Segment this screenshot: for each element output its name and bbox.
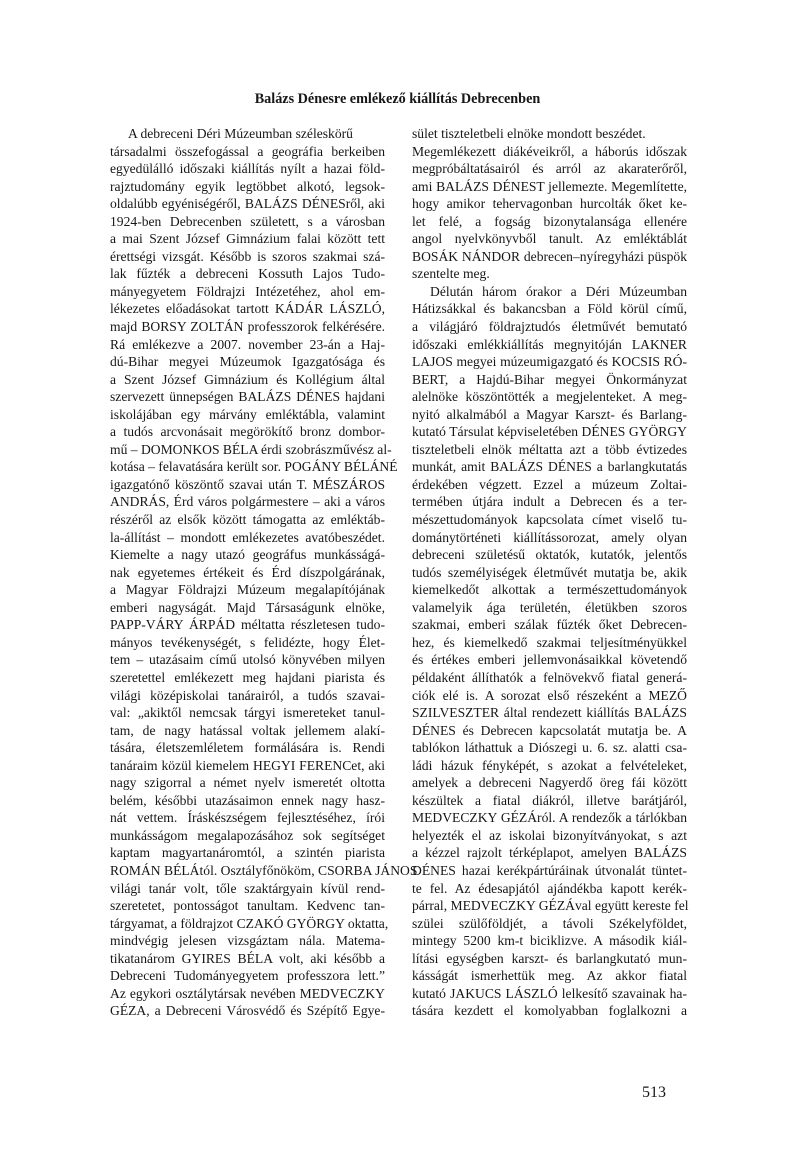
text-line: GÉZA, a Debreceni Városvédő és Szépítő Egye- <box>110 1003 385 1019</box>
text-line: nak egyetemes értékeit és Érd díszpolgárának, <box>110 564 385 580</box>
text-line: MEDVECZKY GÉZÁról. A rendezők a tárlókban <box>412 810 687 826</box>
text-line: a tudós arcvonásait megörökítő bronz dombor- <box>110 424 385 440</box>
text-line: debreceni születésű oktatók, kutatók, jelentős <box>412 547 687 563</box>
text-line: belém, későbbi utazásaimon ennek nagy hasz- <box>110 792 385 808</box>
text-line: mányegyetem Földrajzi Intézetéhez, ahol em- <box>110 283 385 299</box>
page-number: 513 <box>642 1084 666 1101</box>
text-line: BERT, a Hajdú-Bihar megyei Önkormányzat <box>412 371 687 387</box>
text-line: kutató JAKUCS LÁSZLÓ lelkesítő szavainak ha- <box>412 985 687 1001</box>
text-line: lékezetes előadásokat tartott KÁDÁR LÁSZLÓ, <box>110 301 385 317</box>
text-line: tására, életszemléletem formálására is. Rendi <box>110 740 385 756</box>
text-line: mintegy 5200 km-t biciklizve. A második kiál- <box>412 933 687 949</box>
text-line: kutató Társulat képviseletében DÉNES GYÖRGY <box>412 424 687 440</box>
text-line: érettségi vizsgát. Később is szoros szakmai szá- <box>110 248 385 264</box>
text-line: kiemelkedőt alkottak a természettudományok <box>412 582 687 598</box>
text-line: val: „akiktől nemcsak tárgyi ismereteket tanul- <box>110 705 385 721</box>
text-line: ládi házuk fényképét, s azokat a felvételeket, <box>412 757 687 773</box>
text-line: hogy amikor tehervagonban hurcolták őket ke- <box>412 196 687 212</box>
text-line: BOSÁK NÁNDOR debrecen–nyíregyházi püspök <box>412 248 687 264</box>
text-line: kaptam magyartanáromtól, a szintén piarista <box>110 845 385 861</box>
text-line: dú-Bihar megyei Múzeumok Igazgatósága és <box>110 354 385 370</box>
text-line: tikatanárom GYIRES BÉLA volt, aki később a <box>110 950 385 966</box>
text-line: Rá emlékezve a 2007. november 23-án a Haj- <box>110 336 385 352</box>
text-line: te fel. Az édesapjától ajándékba kapott kerék- <box>412 880 687 896</box>
text-line: Délután három órakor a Déri Múzeumban <box>430 283 687 299</box>
text-line: LAJOS megyei múzeumigazgató és KOCSIS RÓ- <box>412 354 687 370</box>
text-line: a Szent József Gimnázium és Kollégium által <box>110 371 385 387</box>
text-line: ROMÁN BÉLÁtól. Osztályfőnököm, CSORBA JÁNOS <box>110 862 418 878</box>
text-line: angol nyelvkönyvből tanult. Az emléktáblát <box>412 231 687 247</box>
text-line: iskolájában egy márvány emléktábla, valamint <box>110 406 385 422</box>
text-line: A debreceni Déri Múzeumban széleskörű <box>128 126 353 141</box>
article-title: Balázs Dénesre emlékező kiállítás Debrecenben <box>254 91 541 107</box>
text-line: tam, de nagy hatással voltak jellemem alakí- <box>110 722 385 738</box>
text-line: nát vettem. Íráskészségem fejlesztéséhez, írói <box>110 810 385 826</box>
text-line: hez, és kiemelkedő szakmai teljesítményükkel <box>412 634 687 650</box>
text-line: tására kezdett el komolyabban foglalkozni a <box>412 1003 687 1019</box>
text-line: let felé, a fogság bizonytalansága ellenére <box>412 213 687 229</box>
text-line: sület tiszteletbeli elnöke mondott beszédet. <box>412 126 646 141</box>
text-line: valamelyik ága területén, életükben szoros <box>412 599 687 615</box>
text-line: munkát, amit BALÁZS DÉNES a barlangkutatás <box>412 459 687 475</box>
text-line: DÉNES és Debrecen kapcsolatát mutatja be. A <box>412 722 687 738</box>
right-column <box>412 125 687 1020</box>
text-line: nagy szigorral a német nyelv ismeretét oltotta <box>110 775 385 791</box>
text-line: Megemlékezett diákéveikről, a háborús időszak <box>412 143 687 159</box>
text-line: a mai Szent József Gimnázium falai között tett <box>110 231 385 247</box>
text-line: amelyek a debreceni Nagyerdő öreg fái között <box>412 775 687 791</box>
text-line: lítási egységben karszt- és barlangkutató mun- <box>412 950 687 966</box>
text-line: oldalúbb egyéniségéről, BALÁZS DÉNESről, aki <box>110 196 385 212</box>
text-line: majd BORSY ZOLTÁN professzorok felkérésére. <box>110 319 385 335</box>
text-line: ciók elé is. A sorozat első részeként a MEZŐ <box>412 687 687 703</box>
text-line: a Magyar Földrajzi Múzeum megalapítójának <box>110 582 385 598</box>
text-line: 1924-ben Debrecenben született, s a városban <box>110 213 385 229</box>
text-line: lak fűzték a debreceni Kossuth Lajos Tudo- <box>110 266 385 282</box>
text-line: társadalmi összefogással a geográfia berkeiben <box>110 143 385 159</box>
text-line: tem – utazásaim című utolsó könyvében milyen <box>110 652 385 668</box>
text-line: példaként állíthatók a felnövekvő fiatal generá- <box>412 669 687 685</box>
text-line: Debreceni Tudományegyetem professzora lett.” <box>110 968 385 984</box>
text-line: részéről az elsők között támogatta az emléktáb- <box>110 512 385 528</box>
text-line: világi középiskolai tanárairól, a tudós szavai- <box>110 687 385 703</box>
text-line: ami BALÁZS DÉNEST jellemezte. Megemlítette, <box>412 178 687 194</box>
text-line: PAPP-VÁRY ÁRPÁD méltatta részletesen tudo- <box>110 617 385 633</box>
text-line: mányos tevékenységét, s felidézte, hogy Élet- <box>110 634 385 650</box>
text-line: egyedülálló időszaki kiállítás nyílt a hazai föld- <box>110 161 385 177</box>
text-line: rajztudomány egyik legtöbbet alkotó, legsok- <box>110 178 385 194</box>
text-line: tárgyamat, a földrajzot CZAKÓ GYÖRGY oktatta, <box>110 915 389 931</box>
text-line: és értékes emberi jellemvonásaikkal követendő <box>412 652 687 668</box>
text-line: tiszteletbeli elnök méltatta azt a több évtizedes <box>412 441 687 457</box>
text-line: világi tanár volt, tőle szaktárgyain kívül rend- <box>110 880 385 896</box>
text-line: tanáraim közül kiemelem HEGYI FERENCet, aki <box>110 757 385 773</box>
left-column <box>110 125 418 1020</box>
text-line: munkásságom megalapozásához sok segítséget <box>110 827 385 843</box>
text-line: mindvégig jelesen vizsgáztam nála. Matema- <box>110 933 385 949</box>
text-line: mészettudományok kapcsolata címet viselő tu- <box>412 512 687 528</box>
text-line: Kiemelte a nagy utazó geográfus munkásságá- <box>110 547 385 563</box>
text-line: kásságát ismerhettük meg. Az akkor fiatal <box>412 968 687 984</box>
text-line: alelnöke köszöntötték a megjelenteket. A meg- <box>412 389 687 405</box>
text-line: mű – DOMONKOS BÉLA érdi szobrászművész al- <box>110 441 392 457</box>
text-line: szervezett ünnepségen BALÁZS DÉNES hajdani <box>110 389 385 405</box>
text-line: dománytörténeti kiállítássorozat, amely olyan <box>412 529 687 545</box>
text-line: készültek a fiatal diákról, illetve barátjáról, <box>412 792 687 808</box>
text-line: tablókon láthattuk a Diószegi u. 6. sz. alatti csa- <box>412 740 687 756</box>
text-line: la-állítást – mondott emlékezetes avatóbeszédet. <box>110 529 385 545</box>
text-line: ANDRÁS, Érd város polgármestere – aki a város <box>110 494 385 510</box>
text-line: szeretetet, pontosságot tanultam. Kedvenc tan- <box>110 898 385 914</box>
text-line: emberi nagyságát. Majd Társaságunk elnöke, <box>110 599 385 615</box>
text-line: a kézzel rajzolt térképlapot, amelyen BALÁZS <box>412 845 687 861</box>
text-line: a világjáró földrajztudós életművét bemutató <box>412 319 687 335</box>
text-line: időszaki emlékkiállítás megnyitóján LAKNER <box>412 336 687 352</box>
text-line: érdekében végzett. Ezzel a múzeum Zoltai- <box>412 476 687 492</box>
text-line: Hátizsákkal és bakancsban a Föld körül című, <box>412 301 687 317</box>
text-line: Az egykori osztálytársak nevében MEDVECZKY <box>110 985 385 1001</box>
text-line: megpróbáltatásairól és arról az akaraterőről, <box>412 161 687 177</box>
text-line: párral, MEDVECZKY GÉZÁval együtt kereste fel <box>412 898 689 914</box>
text-line: szülei szülőföldjét, a távoli Székelyföldet, <box>412 915 687 931</box>
text-line: tudós személyiségek életművét mutatja be, akik <box>412 564 687 580</box>
text-line: szakmai, emberi szálak fűzték őket Debrecen- <box>412 617 687 633</box>
text-line: szeretettel emlékezett meg hajdani piarista és <box>110 669 385 685</box>
text-line: szentelte meg. <box>412 266 490 282</box>
text-line: helyezték el az iskolai bizonyítványokat, s azt <box>412 827 687 843</box>
text-line: termében útjára indult a Debrecen és a ter- <box>412 494 687 510</box>
text-line: SZILVESZTER által rendezett kiállítás BALÁZS <box>412 705 687 721</box>
text-line: kotása – felavatására került sor. POGÁNY BÉLÁNÉ <box>110 459 398 475</box>
text-line: igazgatónő köszöntő szavai után T. MÉSZÁROS <box>110 476 385 492</box>
text-line: DÉNES hazai kerékpártúráinak útvonalát tüntet- <box>412 862 687 878</box>
text-line: nyitó alkalmából a Magyar Karszt- és Barlang- <box>412 406 687 422</box>
